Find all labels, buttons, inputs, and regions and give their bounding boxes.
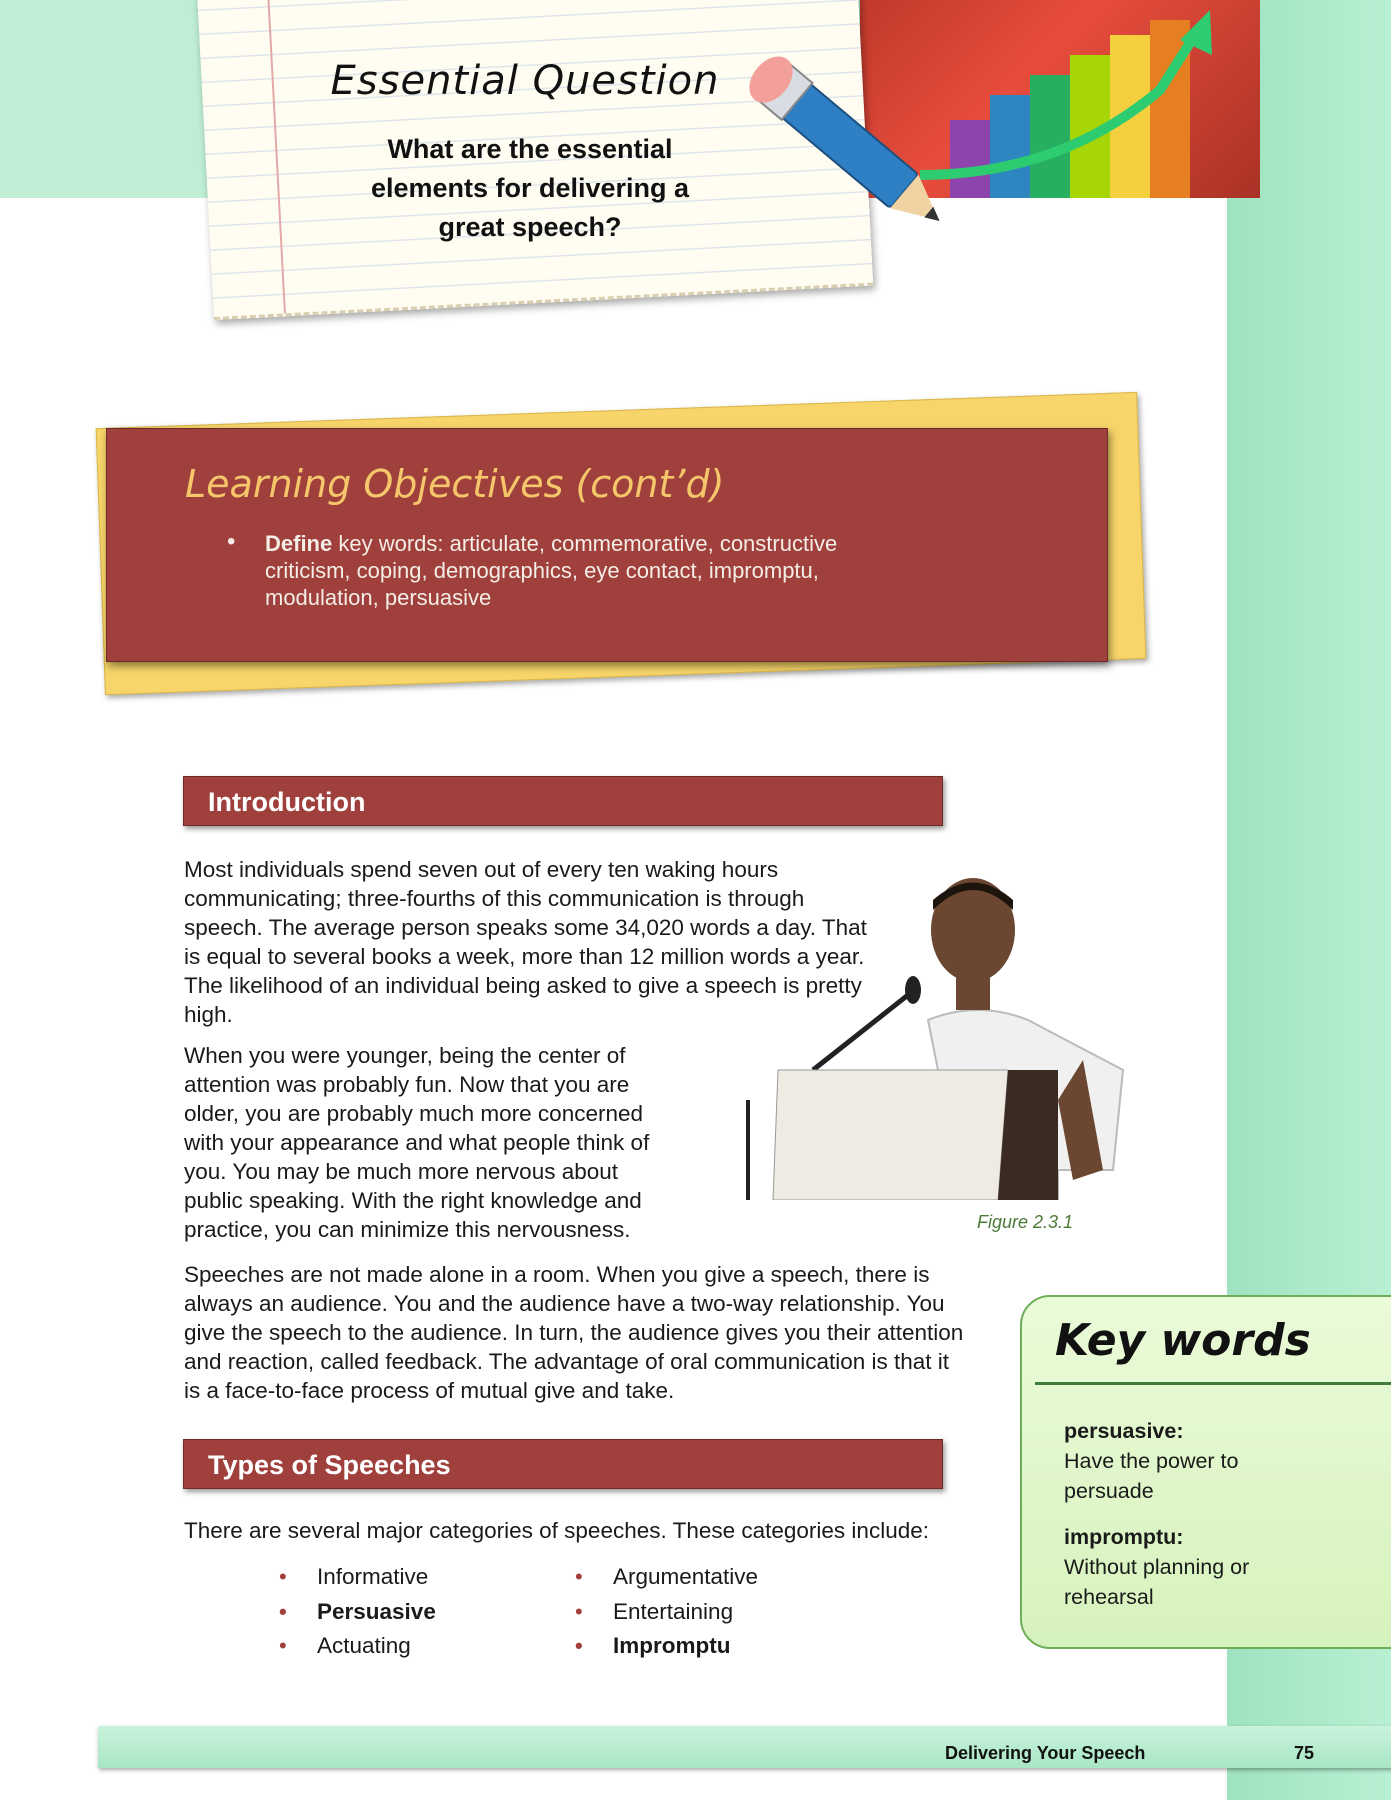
key-word-entry [1064, 1416, 1314, 1506]
list-item: • Impromptu [569, 1629, 758, 1664]
key-word-entry [1064, 1522, 1314, 1612]
intro-paragraph-3: Speeches are not made alone in a room. When you give a speech, there is always an audience. You and the audience have a two-way relationship. You give the speech to the audience. In turn, the audience gives you their attention and reaction, called feedback. The advantage of oral communication is that it is a face-to-face process of mutual give and take. [184, 1262, 964, 1403]
objective-text: key words: articulate, commemorative, constructive criticism, coping, demographics, eye contact, impromptu, modulation, persuasive [265, 531, 838, 610]
essential-question-title: Essential Question [330, 58, 720, 104]
speaker-at-podium-image [728, 870, 1128, 1200]
key-word-definition: Without planning or rehearsal [1064, 1555, 1250, 1609]
key-words-title: Key words [1055, 1315, 1311, 1366]
key-words-divider [1035, 1382, 1391, 1385]
footer-chapter-title: Delivering Your Speech [945, 1743, 1146, 1763]
list-item: • Argumentative [569, 1560, 758, 1595]
intro-paragraph-2: When you were younger, being the center of attention was probably fun. Now that you are older, you are probably much more concerned with your appearance and what people think of you. You may be much more nervous about public speaking. With the right knowledge and practice, you can minimize this nervousness. [184, 1043, 650, 1242]
essential-question-text: What are the essential elements for delivering a great speech? [370, 134, 690, 242]
key-word-term: impromptu: [1064, 1525, 1184, 1549]
figure-caption: Figure 2.3.1 [977, 1212, 1074, 1232]
pencil-icon [735, 40, 965, 270]
speech-types-list-1 [273, 1560, 436, 1664]
list-item: • Entertaining [569, 1595, 758, 1630]
learning-objective-item [265, 530, 905, 611]
list-item: • Informative [273, 1560, 436, 1595]
intro-paragraph-1: Most individuals spend seven out of every ten waking hours communicating; three-fourths of this communication is through speech. The average person speaks some 34,020 words a day. That is equal to several books a week, more than 12 million words a year. The likelihood of an individual being asked to give a speech is pretty high. [184, 857, 867, 1027]
list-item: • Persuasive [273, 1595, 436, 1630]
types-of-speeches-heading: Types of Speeches [183, 1439, 943, 1489]
footer-bar [98, 1726, 1391, 1768]
introduction-heading: Introduction [183, 776, 943, 826]
objective-verb: Define [265, 531, 333, 556]
types-intro-text: There are several major categories of speeches. These categories include: [184, 1518, 929, 1543]
page-number: 75 [1294, 1743, 1315, 1763]
key-word-definition: Have the power to persuade [1064, 1449, 1239, 1503]
list-item: • Actuating [273, 1629, 436, 1664]
bullet-icon: • [227, 528, 236, 555]
speech-types-list-2 [569, 1560, 758, 1664]
learning-objectives-title: Learning Objectives (cont’d) [185, 462, 725, 506]
key-word-term: persuasive: [1064, 1419, 1184, 1443]
